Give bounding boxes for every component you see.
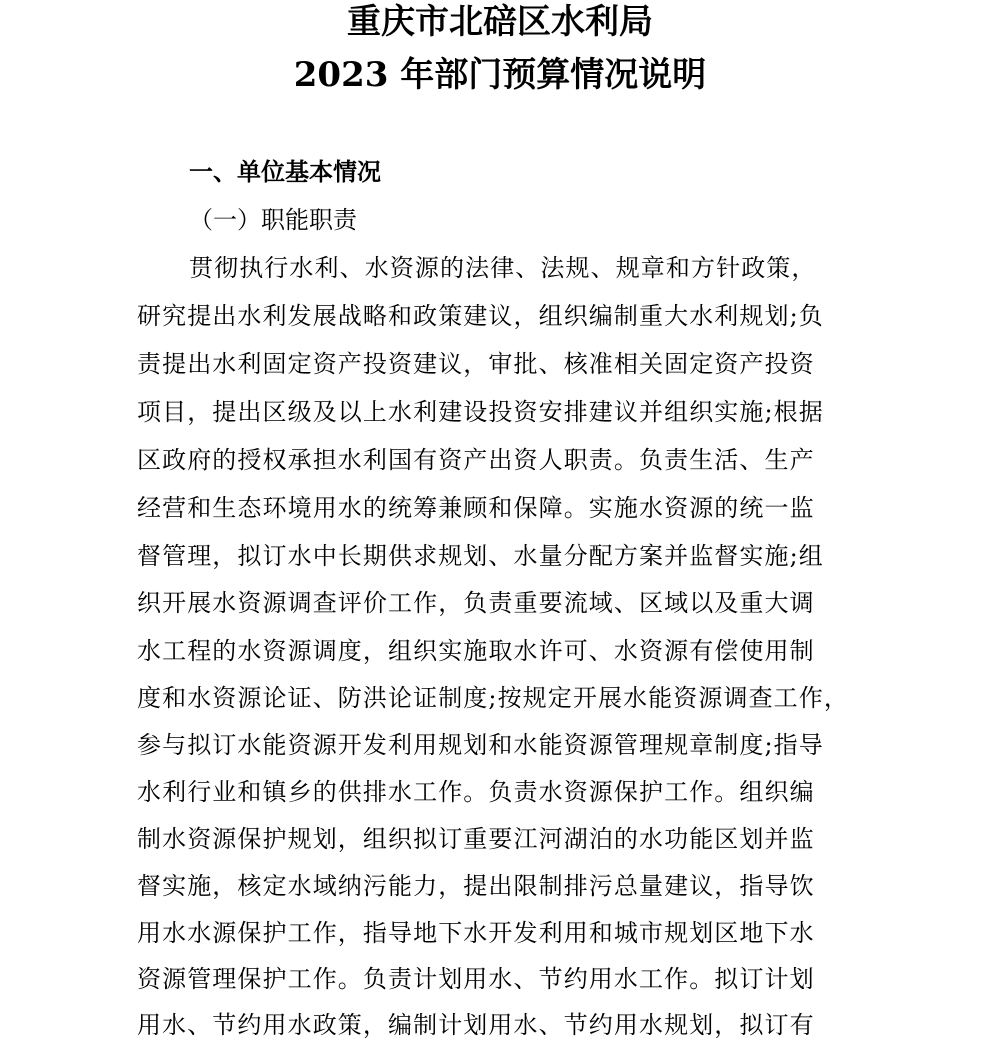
paragraph-line: 用水水源保护工作，指导地下水开发利用和城市规划区地下水 xyxy=(137,919,815,947)
subsection-heading: （一）职能职责 xyxy=(189,206,357,234)
paragraph-line: 水利行业和镇乡的供排水工作。负责水资源保护工作。组织编 xyxy=(137,778,815,806)
paragraph-line: 资源管理保护工作。负责计划用水、节约用水工作。拟订计划 xyxy=(137,965,815,993)
document-title-line-2: 2023 年部门预算情况说明 xyxy=(293,55,707,95)
paragraph-line: 研究提出水利发展战略和政策建议，组织编制重大水利规划;负 xyxy=(137,302,824,330)
paragraph-line: 参与拟订水能资源开发利用规划和水能资源管理规章制度;指导 xyxy=(137,731,824,759)
paragraph-line: 经营和生态环境用水的统筹兼顾和保障。实施水资源的统一监 xyxy=(137,494,815,522)
paragraph-line: 织开展水资源调查评价工作，负责重要流域、区域以及重大调 xyxy=(137,589,815,617)
paragraph-line: 贯彻执行水利、水资源的法律、法规、规章和方针政策， xyxy=(189,254,817,282)
paragraph-line: 制水资源保护规划，组织拟订重要江河湖泊的水功能区划并监 xyxy=(137,825,815,853)
paragraph-line: 责提出水利固定资产投资建议，审批、核准相关固定资产投资 xyxy=(137,350,815,378)
paragraph-line: 项目，提出区级及以上水利建设投资安排建议并组织实施;根据 xyxy=(137,398,824,426)
document-title-line-1: 重庆市北碚区水利局 xyxy=(347,2,653,42)
paragraph-line: 用水、节约用水政策，编制计划用水、节约用水规划，拟订有 xyxy=(137,1011,815,1039)
paragraph-line: 督实施，核定水域纳污能力，提出限制排污总量建议，指导饮 xyxy=(137,872,815,900)
paragraph-line: 水工程的水资源调度，组织实施取水许可、水资源有偿使用制 xyxy=(137,637,815,665)
paragraph-line: 区政府的授权承担水利国有资产出资人职责。负责生活、生产 xyxy=(137,446,815,474)
paragraph-line: 度和水资源论证、防洪论证制度;按规定开展水能资源调查工作， xyxy=(137,684,849,712)
paragraph-line: 督管理，拟订水中长期供求规划、水量分配方案并监督实施;组 xyxy=(137,542,824,570)
section-heading: 一、单位基本情况 xyxy=(189,158,381,186)
